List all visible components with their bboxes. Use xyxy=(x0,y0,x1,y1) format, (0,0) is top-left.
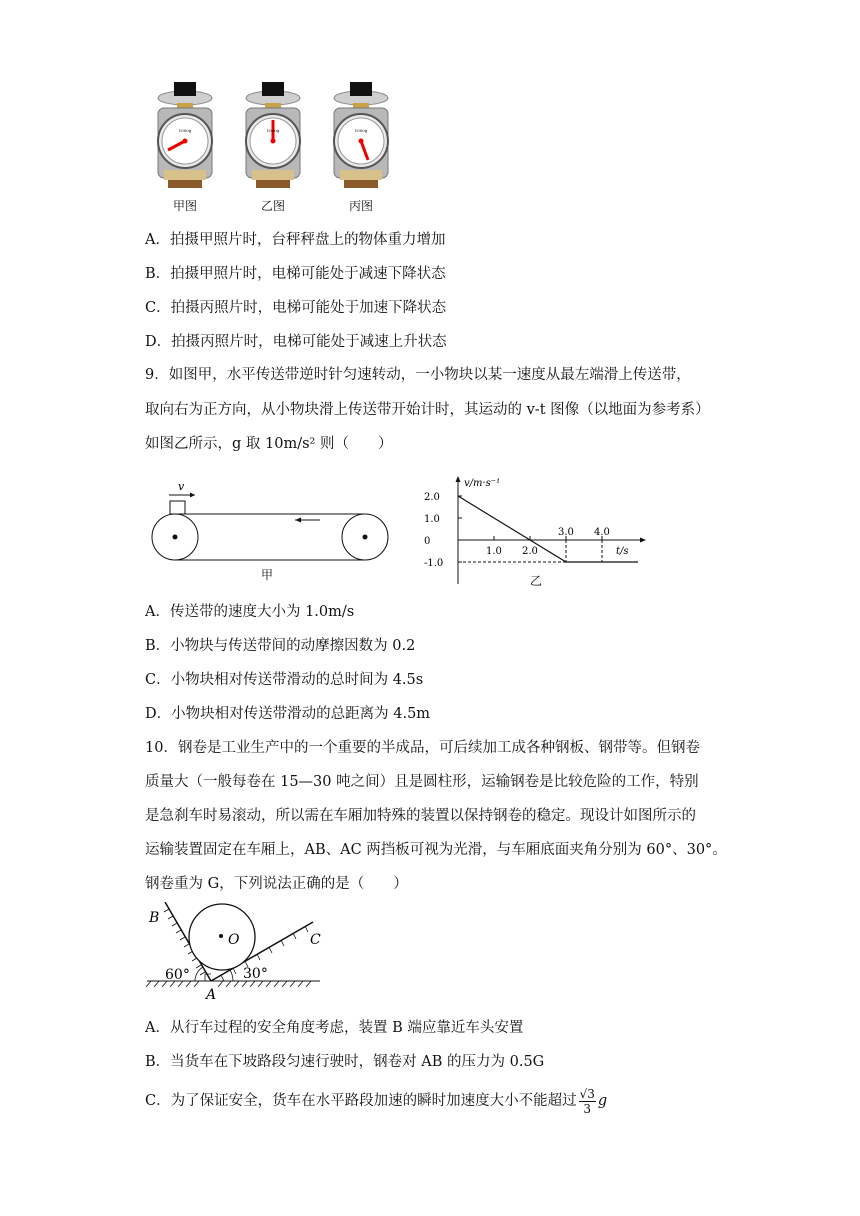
q10-stem-1: 10．钢卷是工业生产中的一个重要的半成品，可后续加工成各种钢板、钢带等。但钢卷 xyxy=(145,740,700,756)
q8-option-b: B．拍摄甲照片时，电梯可能处于减速下降状态 xyxy=(145,266,446,282)
vt-chart xyxy=(420,472,650,587)
label-angle-30: 30° xyxy=(243,966,268,982)
caption-yi: 乙图 xyxy=(261,199,286,213)
velocity-label: v xyxy=(178,480,185,493)
q9-option-c: C．小物块相对传送带滑动的总时间为 4.5s xyxy=(145,672,424,688)
label-c: C xyxy=(310,932,321,948)
y-tick-label: 1.0 xyxy=(424,514,440,525)
q10-option-c xyxy=(145,1084,607,1118)
dial-label-bing: 1000g xyxy=(354,128,368,133)
scale-jia xyxy=(158,82,212,188)
caption-jia: 甲图 xyxy=(173,199,198,213)
dial-label-jia: 1000g xyxy=(178,128,192,133)
vt-line xyxy=(458,496,638,562)
q9-stem-3: 如图乙所示，g 取 10m/s² 则（ ） xyxy=(145,436,393,452)
block xyxy=(170,501,185,514)
q10-option-b: B．当货车在下坡路段匀速行驶时，钢卷对 AB 的压力为 0.5G xyxy=(145,1054,545,1070)
x-axis-label: t/s xyxy=(616,546,629,557)
x-tick-label: 3.0 xyxy=(558,527,574,538)
steel-coil-figure xyxy=(145,902,330,1002)
q10-stem-5: 钢卷重为 G，下列说法正确的是（ ） xyxy=(145,876,408,892)
q9-option-a: A．传送带的速度大小为 1.0m/s xyxy=(145,604,355,620)
label-b: B xyxy=(149,910,160,926)
scale-yi xyxy=(246,82,300,188)
y-tick-label: -1.0 xyxy=(424,558,444,569)
x-tick-label: 1.0 xyxy=(486,546,502,557)
q9-option-d: D．小物块相对传送带滑动的总距离为 4.5m xyxy=(145,706,431,722)
label-a: A xyxy=(206,987,217,1002)
gravity-symbol: g xyxy=(597,1093,608,1109)
label-angle-60: 60° xyxy=(165,967,190,983)
y-tick-label: 2.0 xyxy=(424,492,440,503)
q8-option-c: C．拍摄丙照片时，电梯可能处于加速下降状态 xyxy=(145,300,447,316)
dial-label-yi: 1000g xyxy=(266,128,280,133)
x-tick-label: 2.0 xyxy=(522,546,538,557)
y-axis-label: v/m·s⁻¹ xyxy=(464,478,501,489)
caption-bing: 丙图 xyxy=(349,199,374,213)
label-o: O xyxy=(228,932,240,948)
scale-bing xyxy=(334,82,388,188)
fraction-numerator: √3 xyxy=(579,1086,595,1101)
q9-stem-2: 取向右为正方向，从小物块滑上传送带开始计时，其运动的 v-t 图像（以地面为参考系） xyxy=(145,402,710,418)
fraction-denominator: 3 xyxy=(583,1101,592,1116)
q9-option-b: B．小物块与传送带间的动摩擦因数为 0.2 xyxy=(145,638,416,654)
conveyor-caption: 甲 xyxy=(261,568,274,582)
scales-figure xyxy=(145,80,415,195)
q8-option-a: A．拍摄甲照片时，台秤秤盘上的物体重力增加 xyxy=(145,232,446,248)
q9-stem-1: 9．如图甲，水平传送带逆时针匀速转动，一小物块以某一速度从最左端滑上传送带， xyxy=(145,367,691,383)
fraction xyxy=(579,1087,596,1116)
vt-caption: 乙 xyxy=(530,574,543,588)
q10-stem-2: 质量大（一般每卷在 15—30 吨之间）且是圆柱形，运输钢卷是比较危险的工作，特别 xyxy=(145,774,699,790)
y-tick-label: 0 xyxy=(424,536,431,547)
q10-stem-3: 是急刹车时易滚动，所以需在车厢加特殊的装置以保持钢卷的稳定。现设计如图所示的 xyxy=(145,808,696,824)
q10-option-a: A．从行车过程的安全角度考虑，装置 B 端应靠近车头安置 xyxy=(145,1020,524,1036)
x-tick-label: 4.0 xyxy=(594,527,610,538)
q10-stem-4: 运输装置固定在车厢上，AB、AC 两挡板可视为光滑，与车厢底面夹角分别为 60°、30°。 xyxy=(145,842,727,858)
q8-option-d: D．拍摄丙照片时，电梯可能处于减速上升状态 xyxy=(145,334,447,350)
q10-option-c-text: C．为了保证安全，货车在水平路段加速的瞬时加速度大小不能超过 xyxy=(145,1093,577,1109)
